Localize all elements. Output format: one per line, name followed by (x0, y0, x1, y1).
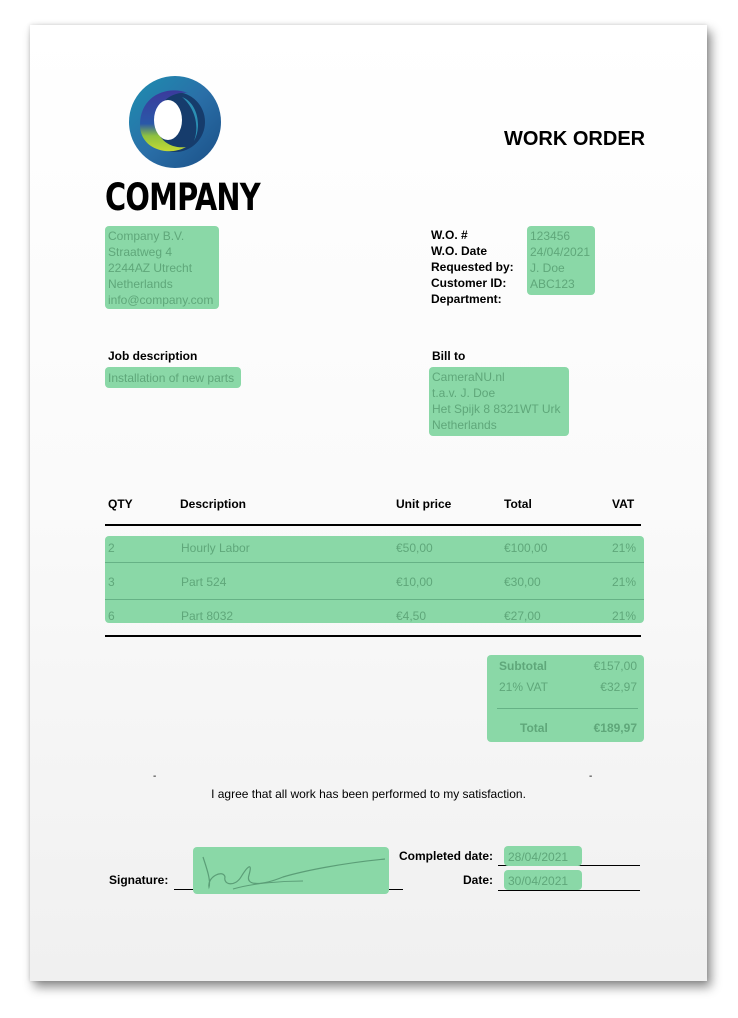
customer-id-value: ABC123 (530, 277, 575, 291)
cell-unit-price: €10,00 (396, 575, 433, 589)
bill-to-line: Het Spijk 8 8321WT Urk (432, 402, 561, 416)
agreement-text: I agree that all work has been performed to my satisfaction. (211, 787, 526, 801)
wo-date-value: 24/04/2021 (530, 245, 591, 259)
table-row[interactable] (105, 570, 644, 599)
cell-total: €30,00 (504, 575, 541, 589)
vat-value: €32,97 (600, 680, 637, 694)
company-logo-icon (128, 75, 222, 169)
page-title: WORK ORDER (504, 128, 646, 150)
cell-description: Part 8032 (181, 609, 234, 623)
table-footer-rule (105, 635, 641, 637)
cell-unit-price: €4,50 (396, 609, 427, 623)
requested-by-label: Requested by: (431, 260, 514, 274)
cell-qty: 6 (108, 609, 115, 623)
job-description-label: Job description (108, 349, 198, 363)
wo-values[interactable] (527, 226, 595, 295)
address-email: info@company.com (108, 293, 214, 307)
date-field[interactable] (504, 870, 582, 890)
cell-qty: 3 (108, 575, 115, 589)
bill-to-field[interactable] (429, 367, 569, 436)
department-label: Department: (431, 292, 502, 306)
col-header-total: Total (504, 497, 532, 511)
work-order-page (30, 25, 707, 981)
totals-box (487, 655, 644, 742)
completed-date-label: Completed date: (399, 849, 494, 863)
wo-number-label: W.O. # (431, 228, 468, 242)
bill-to-line: t.a.v. J. Doe (432, 386, 496, 400)
cell-vat: 21% (611, 541, 636, 555)
completed-date-field[interactable] (504, 846, 582, 866)
vat-label: 21% VAT (499, 680, 548, 694)
address-line: 2244AZ Utrecht (108, 261, 193, 275)
subtotal-value: €157,00 (593, 659, 637, 673)
requested-by-value: J. Doe (530, 261, 565, 275)
cell-qty: 2 (108, 541, 115, 555)
dash-left: - (153, 771, 157, 782)
table-header-rule (105, 524, 641, 526)
address-line: Netherlands (108, 277, 173, 291)
date-line (498, 890, 640, 891)
cell-description: Hourly Labor (181, 541, 250, 555)
subtotal-label: Subtotal (499, 659, 547, 673)
address-line: Company B.V. (108, 229, 185, 243)
bill-to-label: Bill to (432, 349, 466, 363)
totals-divider (497, 708, 638, 709)
dash-right: - (589, 771, 593, 782)
customer-id-label: Customer ID: (431, 276, 507, 290)
col-header-unit-price: Unit price (396, 497, 452, 511)
date-label: Date: (463, 873, 494, 887)
cell-total: €27,00 (504, 609, 541, 623)
cell-vat: 21% (611, 575, 636, 589)
bill-to-line: CameraNU.nl (432, 370, 505, 384)
total-label: Total (520, 721, 548, 735)
completed-date-value: 28/04/2021 (508, 850, 569, 864)
cell-total: €100,00 (504, 541, 548, 555)
wo-number-value: 123456 (530, 229, 571, 243)
cell-vat: 21% (611, 609, 636, 623)
line-items (105, 536, 644, 623)
table-row[interactable] (105, 604, 644, 633)
job-description-value: Installation of new parts (108, 371, 235, 385)
col-header-description: Description (180, 497, 247, 511)
table-row[interactable] (105, 536, 644, 565)
cell-unit-price: €50,00 (396, 541, 433, 555)
signature-field[interactable] (193, 847, 389, 894)
signature-scribble-icon (193, 847, 389, 894)
total-value: €189,97 (593, 721, 637, 735)
col-header-qty: QTY (108, 497, 133, 511)
signature-label: Signature: (109, 873, 169, 887)
row-divider (105, 562, 644, 563)
row-divider (105, 599, 644, 600)
address-line: Straatweg 4 (108, 245, 173, 259)
cell-description: Part 524 (181, 575, 227, 589)
wo-date-label: W.O. Date (431, 244, 488, 258)
wo-labels (431, 227, 514, 307)
col-header-vat: VAT (612, 497, 635, 511)
company-address (105, 226, 219, 309)
date-value: 30/04/2021 (508, 874, 569, 888)
bill-to-line: Netherlands (432, 418, 497, 432)
company-wordmark: COMPANY (105, 176, 260, 219)
job-description-field[interactable] (105, 367, 241, 388)
